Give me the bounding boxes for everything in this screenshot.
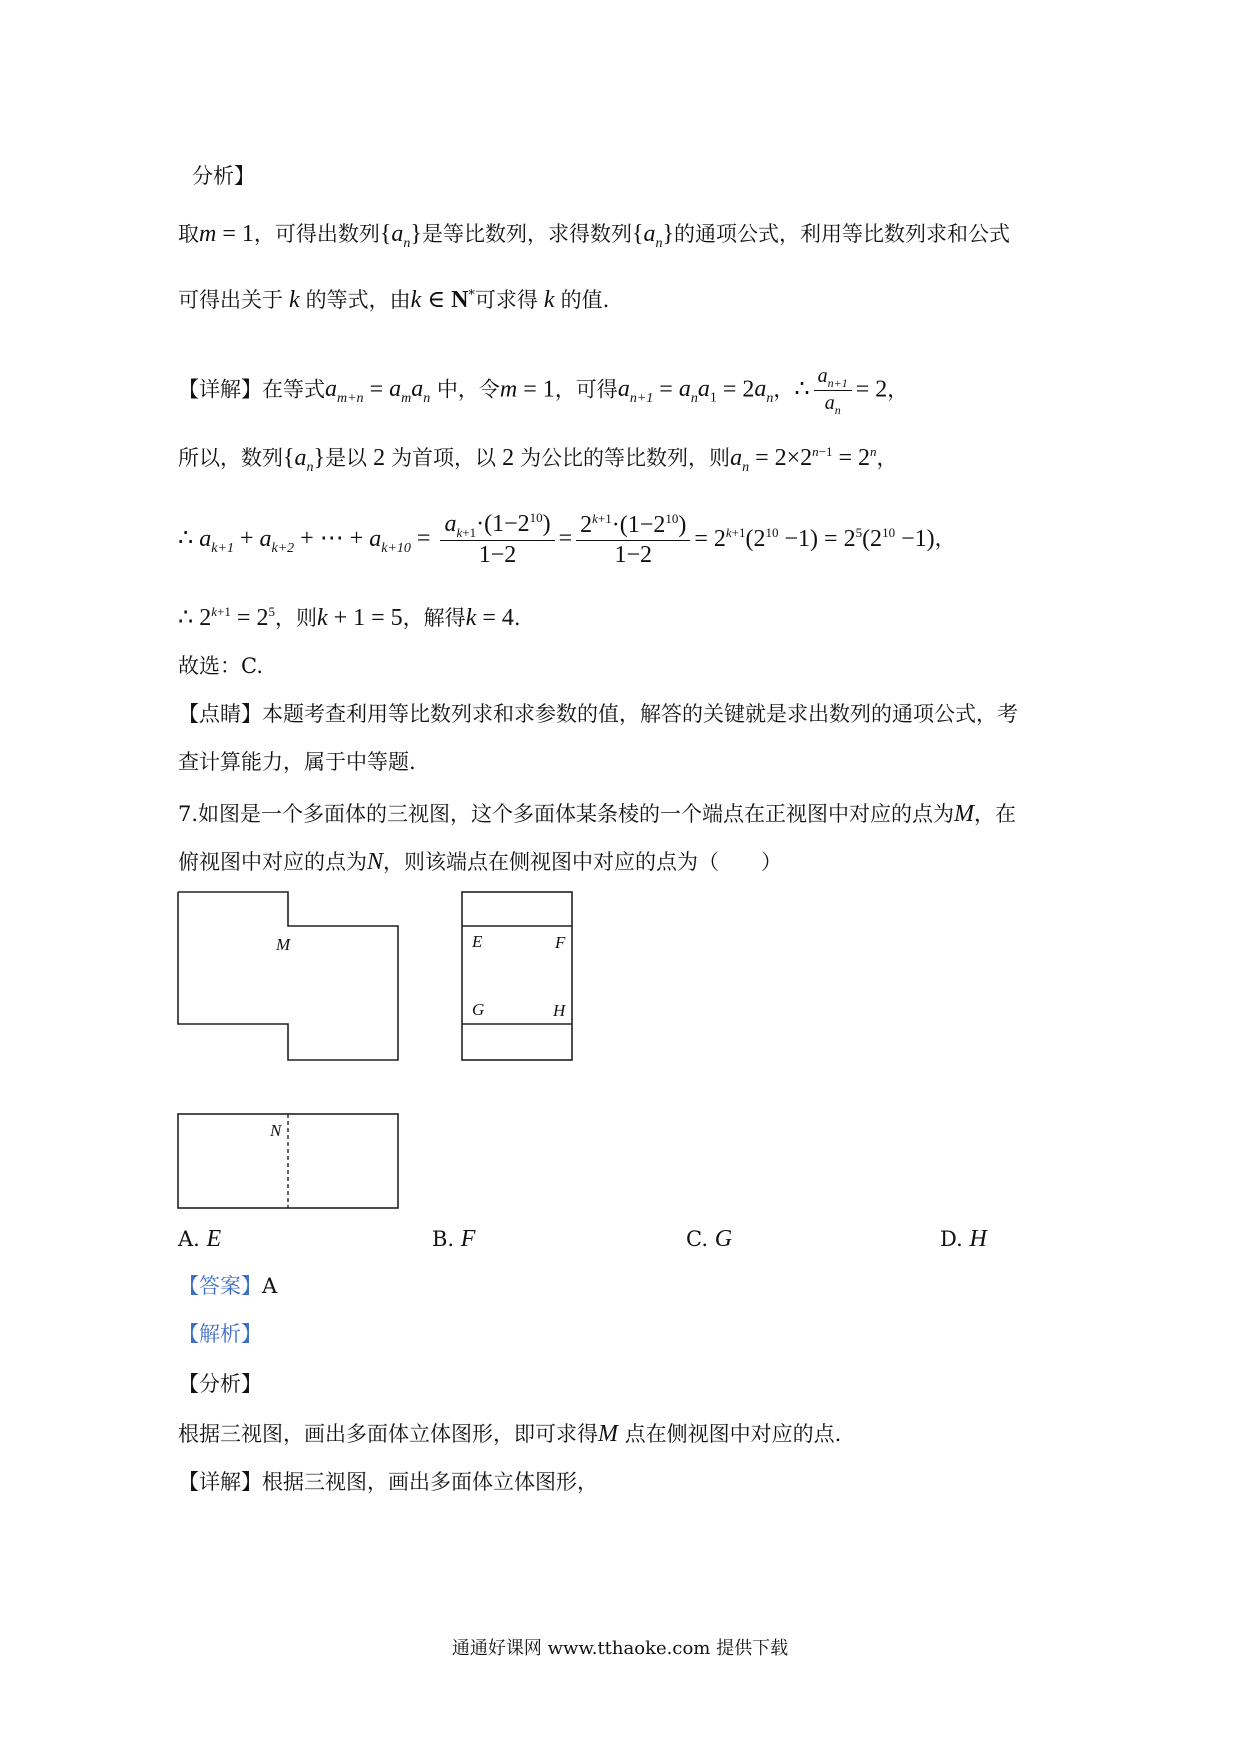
fenxi-tag: 【分析】	[178, 1372, 262, 1396]
option-c[interactable]	[686, 1226, 732, 1253]
answer-line	[178, 1274, 277, 1299]
fenxi-text: 根据三视图，画出多面体立体图形，即可求得M 点在侧视图中对应的点.	[178, 1421, 842, 1447]
option-b-letter: B.	[432, 1227, 455, 1251]
front-view-diagram	[176, 890, 401, 1062]
question-7-line-2: 俯视图中对应的点为N，则该端点在侧视图中对应的点为（ ）	[178, 849, 783, 875]
option-a-value: E	[206, 1226, 222, 1252]
option-b[interactable]	[432, 1226, 475, 1253]
side-view-diagram	[460, 890, 574, 1062]
top-view-diagram	[176, 1112, 401, 1210]
detail-line-4: ∴ $2^{k+1} = 2^5$，则k + 1 = 5，解得k = 4.	[178, 604, 521, 631]
option-b-value: F	[460, 1226, 476, 1252]
option-a[interactable]	[178, 1226, 221, 1253]
option-c-value: G	[714, 1226, 733, 1252]
top-view-label-n: N	[270, 1121, 282, 1140]
front-view-label-m: M	[276, 935, 291, 954]
option-c-letter: C.	[686, 1227, 708, 1251]
side-view-label-e: E	[472, 932, 483, 951]
analysis-line-2: 可得出关于 k 的等式，由k ∈ N*可求得 k 的值.	[178, 287, 610, 313]
answer-value: A	[262, 1274, 278, 1298]
answer-tag: 【答案】	[178, 1274, 262, 1298]
side-view-label-g: G	[472, 1000, 485, 1019]
option-d[interactable]	[940, 1226, 987, 1253]
side-view-label-f: F	[555, 933, 566, 952]
choose-line: 故选：C.	[178, 654, 263, 678]
question-7-line-1: 7.如图是一个多面体的三视图，这个多面体某条棱的一个端点在正视图中对应的点为M，在	[178, 801, 1017, 827]
detail-line-2: 所以，数列$\{a_n\}$是以 2 为首项，以 2 为公比的等比数列，则$a_n = 2\times 2^{n-1} = 2^n$，	[178, 444, 898, 475]
option-d-value: H	[969, 1226, 987, 1252]
dianjing-line-2: 查计算能力，属于中等题.	[178, 750, 416, 774]
option-d-letter: D.	[940, 1227, 963, 1251]
page-footer: 通通好课网 www.tthaoke.com 提供下载	[451, 1638, 789, 1659]
section-heading-analysis: 分析】	[192, 164, 255, 188]
detail-line-3: ∴ $a_{k+1} + a_{k+2}$ + ⋯ + $a_{k+10}$ = $\frac{a_{k+1}\cdot(1-2^{10})}{1-2}$ = $\frac{2^{k+1}\cdot(1-2^{10})}{1-2}$ = $2^{k+1}(2^{10} -1) = 2^5(2^{10} -1)$，	[178, 510, 956, 569]
detail2-text: 【详解】根据三视图，画出多面体立体图形，	[178, 1470, 598, 1494]
detail-line-1: 【详解】在等式$a_{m+n} = a_ma_n$ 中，令m = 1，可得$a_{n+1} = a_na_1 = 2a_n$，∴ $\frac{a_{n+1}}{a_n}$ = 2，	[178, 365, 909, 418]
analysis-line-1: 取m = 1，可得出数列$\{a_n\}$是等比数列，求得数列$\{a_n\}$的通项公式，利用等比数列求和公式	[178, 221, 1011, 251]
jiexi-tag: 【解析】	[178, 1322, 262, 1346]
dianjing-line-1: 【点睛】本题考查利用等比数列求和求参数的值，解答的关键就是求出数列的通项公式，考	[178, 702, 1018, 726]
option-a-letter: A.	[178, 1227, 200, 1251]
side-view-label-h: H	[553, 1001, 566, 1020]
